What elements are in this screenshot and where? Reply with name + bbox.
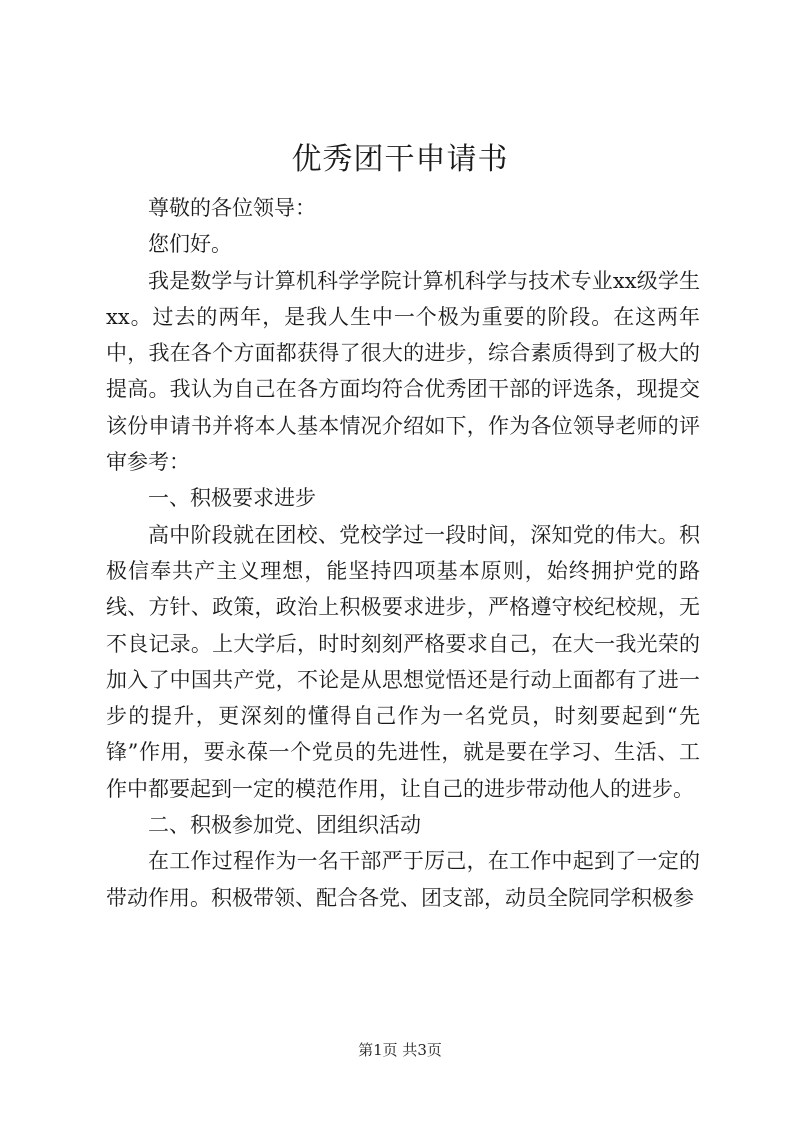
page-footer: 第1页 共3页	[358, 1041, 442, 1059]
document-body	[106, 190, 700, 916]
salutation-paragraph: 尊敬的各位领导：	[148, 196, 316, 220]
greeting-paragraph: 您们好。	[148, 232, 232, 257]
section-heading-1: 一、积极要求进步	[148, 486, 316, 511]
section-2-paragraph: 在工作过程作为一名干部严于厉己，在工作中起到了一定的带动作用。积极带领、配合各党、团支部，动员全院同学积极参	[106, 849, 700, 910]
section-1-paragraph: 高中阶段就在团校、党校学过一段时间，深知党的伟大。积极信奉共产主义理想，能坚持四项基本原则，始终拥护党的路线、方针、政策，政治上积极要求进步，严格遵守校纪校规，无不良记录。上大学后，时时刻刻严格要求自己，在大一我光荣的加入了中国共产党，不论是从思想觉悟还是行动上面都有了进一步的提升，更深刻的懂得自己作为一名党员，时刻要起到“先锋”作用，要永葆一个党员的先进性，就是要在学习、生活、工作中都要起到一定的模范作用，让自己的进步带动他人的进步。	[106, 522, 700, 801]
intro-paragraph: 我是数学与计算机科学学院计算机科学与技术专业xx级学生xx。过去的两年，是我人生中一个极为重要的阶段。在这两年中，我在各个方面都获得了很大的进步，综合素质得到了极大的提高。我认为自己在各方面均符合优秀团干部的评选条，现提交该份申请书并将本人基本情况介绍如下，作为各位领导老师的评审参考：	[106, 268, 700, 475]
section-heading-2: 二、积极参加党、团组织活动	[148, 813, 421, 838]
page-title: 优秀团干申请书	[291, 142, 509, 177]
